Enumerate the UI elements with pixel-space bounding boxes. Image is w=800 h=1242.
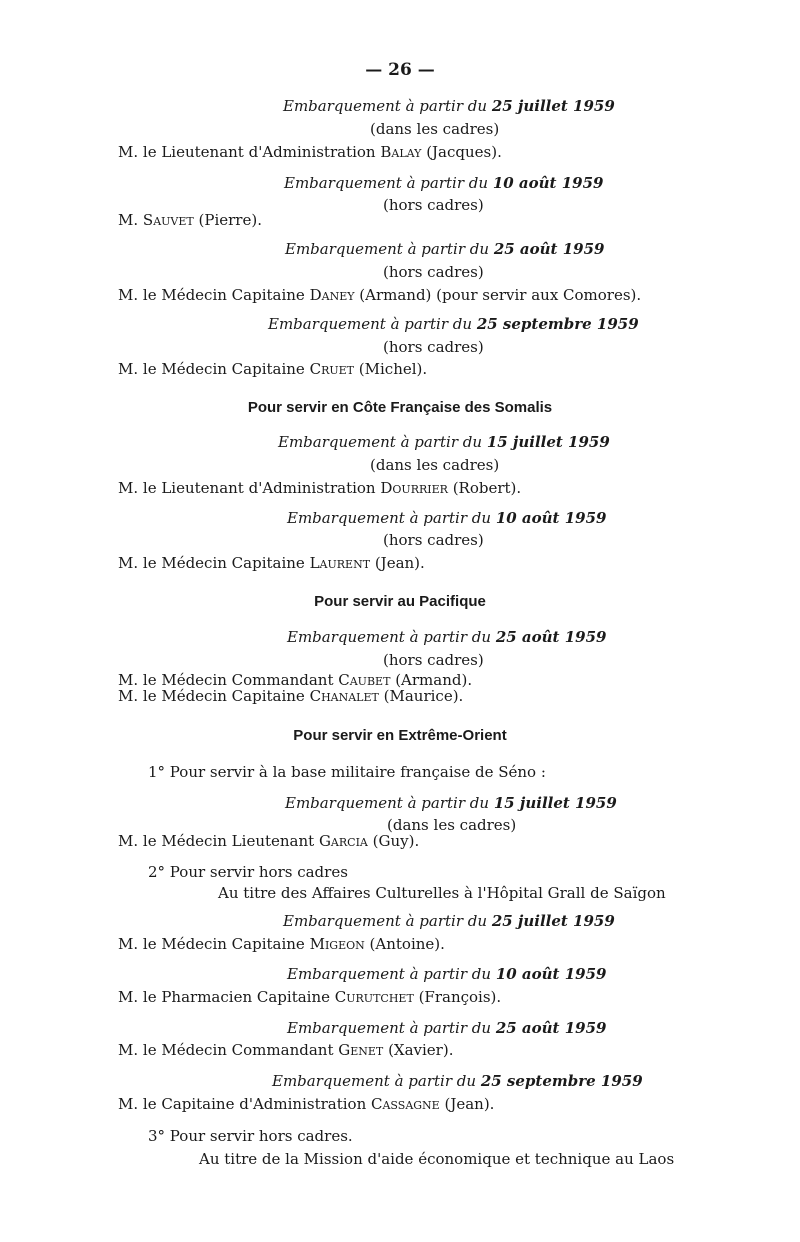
cadres-note: (dans les cadres) xyxy=(370,456,500,474)
person-entry: M. le Médecin Lieutenant Garcia (Guy). xyxy=(118,832,420,850)
embarkation-line: Embarquement à partir du 15 juillet 1959 xyxy=(285,794,617,812)
embarkation-line: Embarquement à partir du 10 août 1959 xyxy=(284,174,604,192)
cadres-note: (hors cadres) xyxy=(383,196,484,214)
section-heading: Pour servir en Côte Française des Somalis xyxy=(247,399,553,416)
embarkation-line: Embarquement à partir du 25 septembre 1959 xyxy=(268,315,639,333)
person-entry: M. le Médecin Commandant Caubet (Armand). xyxy=(118,671,473,689)
person-entry: M. le Capitaine d'Administration Cassagne (Jean). xyxy=(118,1095,495,1113)
page-number: — 26 — xyxy=(365,60,435,80)
subsection-heading: 1° Pour servir à la base militaire française de Séno : xyxy=(148,763,546,781)
person-entry: M. le Pharmacien Capitaine Curutchet (François). xyxy=(118,988,502,1006)
section-heading: Pour servir au Pacifique xyxy=(314,593,486,610)
embarkation-line: Embarquement à partir du 10 août 1959 xyxy=(287,509,607,527)
person-entry: M. le Médecin Capitaine Chanalet (Maurice). xyxy=(118,687,464,705)
cadres-note: (hors cadres) xyxy=(383,531,484,549)
person-entry: M. le Lieutenant d'Administration Dourrier (Robert). xyxy=(118,479,522,497)
cadres-note: (hors cadres) xyxy=(383,651,484,669)
person-entry: M. le Médecin Commandant Genet (Xavier). xyxy=(118,1041,454,1059)
cadres-note: (dans les cadres) xyxy=(370,120,500,138)
embarkation-line: Embarquement à partir du 25 septembre 1959 xyxy=(272,1072,643,1090)
person-entry: M. le Médecin Capitaine Cruet (Michel). xyxy=(118,360,428,378)
person-entry: M. le Médecin Capitaine Laurent (Jean). xyxy=(118,554,425,572)
embarkation-line: Embarquement à partir du 10 août 1959 xyxy=(287,965,607,983)
embarkation-line: Embarquement à partir du 25 juillet 1959 xyxy=(283,97,615,115)
subsection-detail: Au titre des Affaires Culturelles à l'Hôpital Grall de Saïgon xyxy=(218,884,666,902)
cadres-note: (dans les cadres) xyxy=(387,816,517,834)
section-heading: Pour servir en Extrême-Orient xyxy=(293,727,507,744)
cadres-note: (hors cadres) xyxy=(383,338,484,356)
subsection-heading: 3° Pour servir hors cadres. xyxy=(148,1127,353,1145)
person-entry: M. le Lieutenant d'Administration Balay (Jacques). xyxy=(118,143,502,161)
embarkation-line: Embarquement à partir du 25 août 1959 xyxy=(287,1019,607,1037)
embarkation-line: Embarquement à partir du 25 août 1959 xyxy=(285,240,605,258)
person-entry: M. le Médecin Capitaine Migeon (Antoine). xyxy=(118,935,445,953)
embarkation-line: Embarquement à partir du 25 juillet 1959 xyxy=(283,912,615,930)
person-entry: M. Sauvet (Pierre). xyxy=(118,211,262,229)
cadres-note: (hors cadres) xyxy=(383,263,484,281)
subsection-detail: Au titre de la Mission d'aide économique et technique au Laos xyxy=(199,1150,675,1168)
embarkation-line: Embarquement à partir du 15 juillet 1959 xyxy=(278,433,610,451)
subsection-heading: 2° Pour servir hors cadres xyxy=(148,863,348,881)
person-entry: M. le Médecin Capitaine Daney (Armand) (pour servir aux Comores). xyxy=(118,286,642,304)
embarkation-line: Embarquement à partir du 25 août 1959 xyxy=(287,628,607,646)
